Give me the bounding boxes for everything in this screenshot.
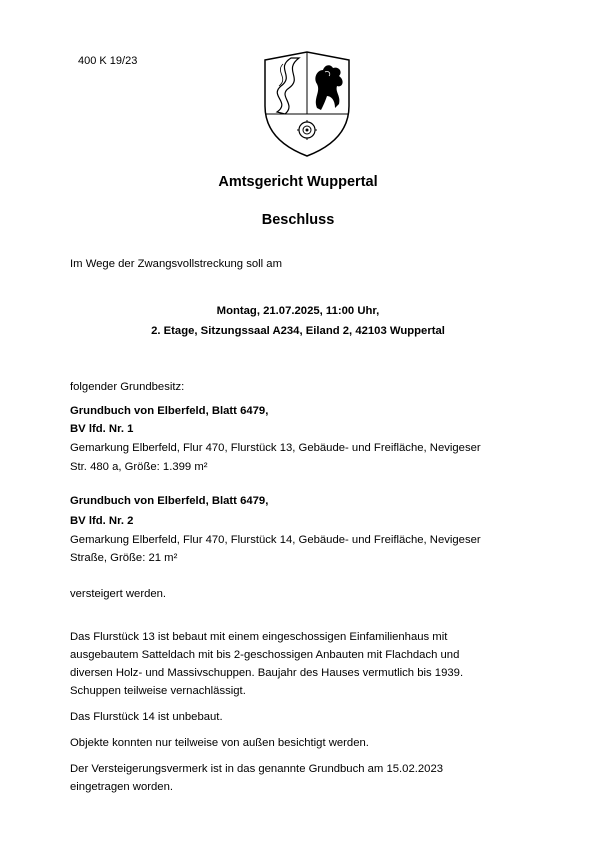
property-intro: folgender Grundbesitz: bbox=[70, 381, 185, 393]
property-2-desc: Straße, Größe: 21 m² bbox=[70, 552, 178, 564]
unbuilt-text: Das Flurstück 14 ist unbebaut. bbox=[70, 711, 223, 723]
description-line: ausgebautem Satteldach mit bis 2-geschossigen Anbauten mit Flachdach und bbox=[70, 649, 460, 661]
intro-text: Im Wege der Zwangsvollstreckung soll am bbox=[70, 258, 283, 270]
property-1-desc: Gemarkung Elberfeld, Flur 470, Flurstück 13, Gebäude- und Freifläche, Nevigeser bbox=[70, 442, 481, 454]
property-2-bv: BV lfd. Nr. 2 bbox=[70, 515, 134, 527]
property-2-desc: Gemarkung Elberfeld, Flur 470, Flurstück 14, Gebäude- und Freifläche, Nevigeser bbox=[70, 534, 481, 546]
description-line: diversen Holz- und Massivschuppen. Baujahr des Hauses vermutlich bis 1939. bbox=[70, 667, 464, 679]
description-line: Schuppen teilweise vernachlässigt. bbox=[70, 685, 246, 697]
property-1-title: Grundbuch von Elberfeld, Blatt 6479, bbox=[70, 405, 269, 417]
property-1-desc: Str. 480 a, Größe: 1.399 m² bbox=[70, 461, 208, 473]
property-1-bv: BV lfd. Nr. 1 bbox=[70, 423, 134, 435]
property-2-title: Grundbuch von Elberfeld, Blatt 6479, bbox=[70, 495, 269, 507]
description-line: Das Flurstück 13 ist bebaut mit einem eingeschossigen Einfamilienhaus mit bbox=[70, 631, 448, 643]
registration-line: eingetragen worden. bbox=[70, 781, 174, 793]
auction-location: 2. Etage, Sitzungssaal A234, Eiland 2, 42103 Wuppertal bbox=[151, 325, 445, 337]
file-number: 400 K 19/23 bbox=[78, 55, 138, 67]
nrw-coat-of-arms-icon bbox=[261, 50, 353, 158]
registration-line: Der Versteigerungsvermerk ist in das genannte Grundbuch am 15.02.2023 bbox=[70, 763, 444, 775]
inspection-text: Objekte konnten nur teilweise von außen besichtigt werden. bbox=[70, 737, 369, 749]
outro-text: versteigert werden. bbox=[70, 588, 167, 600]
court-name: Amtsgericht Wuppertal bbox=[218, 174, 378, 190]
auction-date: Montag, 21.07.2025, 11:00 Uhr, bbox=[216, 305, 380, 317]
document-type: Beschluss bbox=[261, 212, 335, 228]
